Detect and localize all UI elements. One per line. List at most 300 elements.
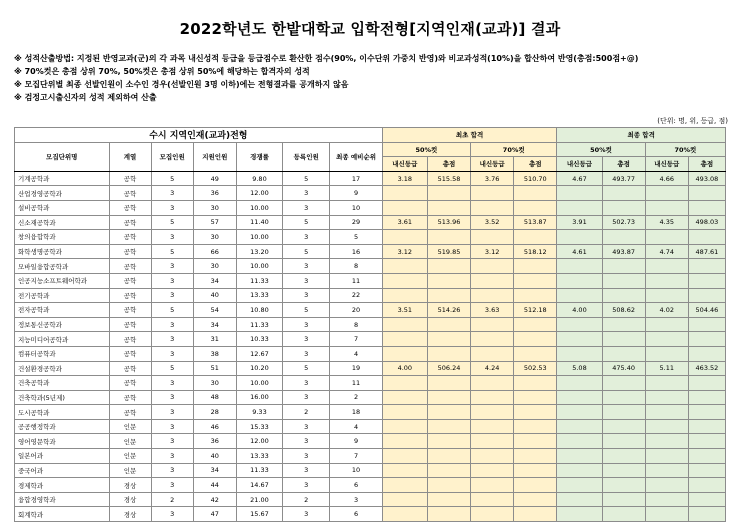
field-cell: 공학 bbox=[109, 332, 151, 347]
final-70-total-cell bbox=[688, 332, 725, 347]
waitlist-cell: 16 bbox=[330, 244, 382, 259]
final-50-grade-cell bbox=[557, 288, 602, 303]
table-row bbox=[15, 346, 726, 361]
initial-50-total-cell bbox=[427, 346, 470, 361]
waitlist-cell: 20 bbox=[330, 303, 382, 318]
initial-50-grade-cell bbox=[382, 288, 427, 303]
header-initial: 최초 합격 bbox=[382, 128, 557, 143]
notes-block bbox=[14, 52, 730, 104]
enrolled-cell: 3 bbox=[283, 449, 330, 464]
waitlist-cell: 4 bbox=[330, 346, 382, 361]
initial-50-total-cell bbox=[427, 332, 470, 347]
ratio-cell: 9.80 bbox=[236, 171, 282, 186]
final-70-grade-cell bbox=[645, 419, 688, 434]
waitlist-cell: 3 bbox=[330, 492, 382, 507]
final-50-grade-cell bbox=[557, 390, 602, 405]
field-cell: 공학 bbox=[109, 303, 151, 318]
applicants-cell: 28 bbox=[193, 405, 236, 420]
initial-70-grade-cell bbox=[471, 230, 514, 245]
initial-50-grade-cell bbox=[382, 259, 427, 274]
final-70-grade-cell: 5.11 bbox=[645, 361, 688, 376]
initial-70-grade-cell: 3.52 bbox=[471, 215, 514, 230]
quota-cell: 3 bbox=[151, 346, 193, 361]
final-70-grade-cell: 4.66 bbox=[645, 171, 688, 186]
enrolled-cell: 3 bbox=[283, 230, 330, 245]
ratio-cell: 10.00 bbox=[236, 376, 282, 391]
quota-cell: 3 bbox=[151, 434, 193, 449]
unit-name-cell: 신소재공학과 bbox=[15, 215, 110, 230]
header-quota: 모집인원 bbox=[151, 142, 193, 171]
final-50-total-cell: 508.62 bbox=[602, 303, 645, 318]
header-initial-cut50: 50%컷 bbox=[382, 142, 470, 157]
initial-50-grade-cell bbox=[382, 186, 427, 201]
initial-50-grade-cell bbox=[382, 449, 427, 464]
enrolled-cell: 3 bbox=[283, 390, 330, 405]
final-70-grade-cell bbox=[645, 288, 688, 303]
ratio-cell: 14.67 bbox=[236, 478, 282, 493]
ratio-cell: 10.00 bbox=[236, 259, 282, 274]
initial-70-total-cell bbox=[514, 405, 557, 420]
ratio-cell: 12.67 bbox=[236, 346, 282, 361]
final-70-total-cell bbox=[688, 507, 725, 522]
table-row bbox=[15, 200, 726, 215]
field-cell: 경상 bbox=[109, 492, 151, 507]
initial-50-total-cell: 513.96 bbox=[427, 215, 470, 230]
final-50-total-cell: 493.87 bbox=[602, 244, 645, 259]
quota-cell: 5 bbox=[151, 303, 193, 318]
final-50-total-cell bbox=[602, 463, 645, 478]
initial-50-grade-cell bbox=[382, 230, 427, 245]
initial-70-grade-cell bbox=[471, 332, 514, 347]
final-70-grade-cell: 4.35 bbox=[645, 215, 688, 230]
final-50-total-cell bbox=[602, 507, 645, 522]
final-70-grade-cell bbox=[645, 346, 688, 361]
waitlist-cell: 5 bbox=[330, 230, 382, 245]
applicants-cell: 34 bbox=[193, 273, 236, 288]
initial-70-total-cell: 512.18 bbox=[514, 303, 557, 318]
final-50-total-cell: 475.40 bbox=[602, 361, 645, 376]
final-50-total-cell bbox=[602, 230, 645, 245]
final-50-grade-cell bbox=[557, 478, 602, 493]
final-70-total-cell bbox=[688, 478, 725, 493]
final-50-grade-cell bbox=[557, 346, 602, 361]
waitlist-cell: 18 bbox=[330, 405, 382, 420]
initial-70-total-cell bbox=[514, 346, 557, 361]
applicants-cell: 36 bbox=[193, 186, 236, 201]
applicants-cell: 46 bbox=[193, 419, 236, 434]
waitlist-cell: 6 bbox=[330, 478, 382, 493]
field-cell: 공학 bbox=[109, 273, 151, 288]
table-row bbox=[15, 434, 726, 449]
initial-70-grade-cell: 3.12 bbox=[471, 244, 514, 259]
initial-50-total-cell: 515.58 bbox=[427, 171, 470, 186]
table-row bbox=[15, 478, 726, 493]
page-title: 2022학년도 한밭대학교 입학전형[지역인재(교과)] 결과 bbox=[179, 20, 561, 38]
final-70-total-cell bbox=[688, 434, 725, 449]
final-50-total-cell bbox=[602, 376, 645, 391]
applicants-cell: 48 bbox=[193, 390, 236, 405]
applicants-cell: 38 bbox=[193, 346, 236, 361]
final-70-grade-cell: 4.74 bbox=[645, 244, 688, 259]
applicants-cell: 34 bbox=[193, 317, 236, 332]
ratio-cell: 15.33 bbox=[236, 419, 282, 434]
applicants-cell: 40 bbox=[193, 449, 236, 464]
initial-50-total-cell bbox=[427, 463, 470, 478]
note-ged: ※ 검정고시출신자의 성적 제외하여 산출 bbox=[14, 93, 157, 102]
field-cell: 인문 bbox=[109, 449, 151, 464]
initial-50-grade-cell: 3.12 bbox=[382, 244, 427, 259]
final-50-grade-cell: 5.08 bbox=[557, 361, 602, 376]
initial-70-total-cell: 502.53 bbox=[514, 361, 557, 376]
initial-70-total-cell bbox=[514, 317, 557, 332]
table-row bbox=[15, 376, 726, 391]
quota-cell: 3 bbox=[151, 200, 193, 215]
enrolled-cell: 3 bbox=[283, 376, 330, 391]
initial-70-total-cell: 518.12 bbox=[514, 244, 557, 259]
initial-50-total-cell: 506.24 bbox=[427, 361, 470, 376]
initial-50-total-cell bbox=[427, 405, 470, 420]
initial-70-total-cell bbox=[514, 376, 557, 391]
final-70-total-cell bbox=[688, 449, 725, 464]
initial-50-total-cell bbox=[427, 507, 470, 522]
initial-50-total-cell: 514.26 bbox=[427, 303, 470, 318]
initial-70-grade-cell bbox=[471, 273, 514, 288]
waitlist-cell: 11 bbox=[330, 376, 382, 391]
enrolled-cell: 3 bbox=[283, 200, 330, 215]
final-70-grade-cell bbox=[645, 492, 688, 507]
final-70-grade-cell: 4.02 bbox=[645, 303, 688, 318]
header-final-cut70: 70%컷 bbox=[645, 142, 725, 157]
applicants-cell: 30 bbox=[193, 376, 236, 391]
final-70-total-cell bbox=[688, 259, 725, 274]
enrolled-cell: 2 bbox=[283, 492, 330, 507]
table-row bbox=[15, 361, 726, 376]
quota-cell: 3 bbox=[151, 478, 193, 493]
initial-70-grade-cell bbox=[471, 463, 514, 478]
initial-70-grade-cell bbox=[471, 376, 514, 391]
results-table bbox=[14, 127, 726, 522]
table-row bbox=[15, 273, 726, 288]
enrolled-cell: 5 bbox=[283, 171, 330, 186]
header-total: 총점 bbox=[427, 157, 470, 172]
final-70-total-cell bbox=[688, 419, 725, 434]
header-applicants: 지원인원 bbox=[193, 142, 236, 171]
applicants-cell: 36 bbox=[193, 434, 236, 449]
unit-name-cell: 건축학과(5년제) bbox=[15, 390, 110, 405]
final-50-total-cell bbox=[602, 317, 645, 332]
enrolled-cell: 3 bbox=[283, 288, 330, 303]
field-cell: 공학 bbox=[109, 215, 151, 230]
ratio-cell: 10.20 bbox=[236, 361, 282, 376]
header-total: 총점 bbox=[514, 157, 557, 172]
initial-50-grade-cell bbox=[382, 492, 427, 507]
initial-50-total-cell bbox=[427, 186, 470, 201]
final-50-total-cell bbox=[602, 259, 645, 274]
final-50-total-cell: 502.73 bbox=[602, 215, 645, 230]
table-row bbox=[15, 507, 726, 522]
initial-70-total-cell bbox=[514, 449, 557, 464]
unit-name-cell: 영어영문학과 bbox=[15, 434, 110, 449]
final-70-grade-cell bbox=[645, 200, 688, 215]
initial-70-total-cell bbox=[514, 332, 557, 347]
final-50-grade-cell: 4.61 bbox=[557, 244, 602, 259]
field-cell: 인문 bbox=[109, 463, 151, 478]
final-50-total-cell: 493.77 bbox=[602, 171, 645, 186]
final-70-total-cell bbox=[688, 317, 725, 332]
quota-cell: 3 bbox=[151, 463, 193, 478]
quota-cell: 3 bbox=[151, 405, 193, 420]
note-cut: ※ 70%컷은 총점 상위 70%, 50%컷은 총점 상위 50%에 해당하는 합격자의 성적 bbox=[14, 67, 310, 76]
quota-cell: 3 bbox=[151, 332, 193, 347]
quota-cell: 3 bbox=[151, 507, 193, 522]
waitlist-cell: 10 bbox=[330, 200, 382, 215]
ratio-cell: 11.33 bbox=[236, 273, 282, 288]
final-70-grade-cell bbox=[645, 259, 688, 274]
initial-70-grade-cell: 4.24 bbox=[471, 361, 514, 376]
initial-70-total-cell bbox=[514, 273, 557, 288]
final-70-grade-cell bbox=[645, 230, 688, 245]
final-70-total-cell bbox=[688, 346, 725, 361]
table-row bbox=[15, 449, 726, 464]
initial-50-grade-cell bbox=[382, 200, 427, 215]
final-50-total-cell bbox=[602, 419, 645, 434]
enrolled-cell: 3 bbox=[283, 259, 330, 274]
field-cell: 공학 bbox=[109, 288, 151, 303]
final-70-total-cell bbox=[688, 288, 725, 303]
field-cell: 인문 bbox=[109, 419, 151, 434]
enrolled-cell: 3 bbox=[283, 434, 330, 449]
initial-70-grade-cell bbox=[471, 390, 514, 405]
field-cell: 경상 bbox=[109, 507, 151, 522]
results-body bbox=[15, 171, 726, 521]
final-70-grade-cell bbox=[645, 186, 688, 201]
final-70-grade-cell bbox=[645, 463, 688, 478]
ratio-cell: 10.00 bbox=[236, 200, 282, 215]
unit-name-cell: 정보통신공학과 bbox=[15, 317, 110, 332]
enrolled-cell: 5 bbox=[283, 244, 330, 259]
unit-name-cell: 산업경영공학과 bbox=[15, 186, 110, 201]
ratio-cell: 21.00 bbox=[236, 492, 282, 507]
field-cell: 공학 bbox=[109, 346, 151, 361]
waitlist-cell: 10 bbox=[330, 463, 382, 478]
initial-70-total-cell: 513.87 bbox=[514, 215, 557, 230]
table-row bbox=[15, 492, 726, 507]
final-70-grade-cell bbox=[645, 405, 688, 420]
ratio-cell: 12.00 bbox=[236, 186, 282, 201]
initial-50-total-cell bbox=[427, 419, 470, 434]
quota-cell: 3 bbox=[151, 449, 193, 464]
initial-50-grade-cell bbox=[382, 463, 427, 478]
header-final-cut50: 50%컷 bbox=[557, 142, 645, 157]
initial-70-total-cell bbox=[514, 419, 557, 434]
quota-cell: 3 bbox=[151, 186, 193, 201]
header-total: 총점 bbox=[688, 157, 725, 172]
initial-50-total-cell bbox=[427, 434, 470, 449]
unit-name-cell: 공공행정학과 bbox=[15, 419, 110, 434]
final-50-grade-cell bbox=[557, 492, 602, 507]
applicants-cell: 34 bbox=[193, 463, 236, 478]
quota-cell: 3 bbox=[151, 273, 193, 288]
table-row bbox=[15, 405, 726, 420]
final-70-grade-cell bbox=[645, 449, 688, 464]
field-cell: 공학 bbox=[109, 244, 151, 259]
quota-cell: 3 bbox=[151, 390, 193, 405]
quota-cell: 5 bbox=[151, 171, 193, 186]
initial-70-total-cell bbox=[514, 288, 557, 303]
table-row bbox=[15, 259, 726, 274]
final-50-grade-cell bbox=[557, 230, 602, 245]
unit-name-cell: 건설환경공학과 bbox=[15, 361, 110, 376]
field-cell: 공학 bbox=[109, 405, 151, 420]
initial-70-total-cell: 510.70 bbox=[514, 171, 557, 186]
final-50-total-cell bbox=[602, 478, 645, 493]
initial-50-total-cell bbox=[427, 259, 470, 274]
header-main: 수시 지역인재(교과)전형 bbox=[15, 128, 383, 143]
initial-70-grade-cell bbox=[471, 259, 514, 274]
waitlist-cell: 17 bbox=[330, 171, 382, 186]
final-50-total-cell bbox=[602, 332, 645, 347]
final-50-grade-cell bbox=[557, 273, 602, 288]
header-waitlist: 최종 예비순위 bbox=[330, 142, 382, 171]
initial-70-total-cell bbox=[514, 463, 557, 478]
enrolled-cell: 3 bbox=[283, 463, 330, 478]
field-cell: 경상 bbox=[109, 478, 151, 493]
unit-name-cell: 창의융합학과 bbox=[15, 230, 110, 245]
final-50-grade-cell bbox=[557, 332, 602, 347]
note-method: ※ 성적산출방법: 지정된 반영교과(군)의 각 과목 내신성적 등급을 등급점수로 환산한 점수(90%, 이수단위 가중치 반영)와 비교과성적(10%)을 합산하여 반영(총점:500점+@) bbox=[14, 54, 639, 63]
final-70-grade-cell bbox=[645, 376, 688, 391]
final-70-grade-cell bbox=[645, 332, 688, 347]
final-50-grade-cell bbox=[557, 317, 602, 332]
enrolled-cell: 3 bbox=[283, 478, 330, 493]
final-50-total-cell bbox=[602, 346, 645, 361]
enrolled-cell: 5 bbox=[283, 361, 330, 376]
header-grade: 내신등급 bbox=[557, 157, 602, 172]
initial-70-grade-cell bbox=[471, 507, 514, 522]
unit-name-cell: 화학생명공학과 bbox=[15, 244, 110, 259]
ratio-cell: 10.33 bbox=[236, 332, 282, 347]
final-50-total-cell bbox=[602, 449, 645, 464]
applicants-cell: 57 bbox=[193, 215, 236, 230]
initial-70-grade-cell bbox=[471, 288, 514, 303]
unit-name-cell: 전기공학과 bbox=[15, 288, 110, 303]
table-row bbox=[15, 215, 726, 230]
final-50-grade-cell bbox=[557, 507, 602, 522]
waitlist-cell: 7 bbox=[330, 332, 382, 347]
ratio-cell: 16.00 bbox=[236, 390, 282, 405]
unit-name-cell: 융합경영학과 bbox=[15, 492, 110, 507]
initial-50-grade-cell bbox=[382, 405, 427, 420]
header-initial-cut70: 70%컷 bbox=[471, 142, 557, 157]
initial-70-grade-cell bbox=[471, 419, 514, 434]
final-70-grade-cell bbox=[645, 273, 688, 288]
final-50-grade-cell: 4.00 bbox=[557, 303, 602, 318]
waitlist-cell: 7 bbox=[330, 449, 382, 464]
final-50-total-cell bbox=[602, 273, 645, 288]
quota-cell: 3 bbox=[151, 259, 193, 274]
header-field: 계열 bbox=[109, 142, 151, 171]
applicants-cell: 66 bbox=[193, 244, 236, 259]
applicants-cell: 54 bbox=[193, 303, 236, 318]
initial-70-total-cell bbox=[514, 478, 557, 493]
header-total: 총점 bbox=[602, 157, 645, 172]
final-50-grade-cell: 3.91 bbox=[557, 215, 602, 230]
waitlist-cell: 9 bbox=[330, 434, 382, 449]
applicants-cell: 40 bbox=[193, 288, 236, 303]
quota-cell: 3 bbox=[151, 288, 193, 303]
field-cell: 공학 bbox=[109, 171, 151, 186]
applicants-cell: 31 bbox=[193, 332, 236, 347]
table-row bbox=[15, 230, 726, 245]
unit-name-cell: 중국어과 bbox=[15, 463, 110, 478]
initial-70-total-cell bbox=[514, 492, 557, 507]
enrolled-cell: 3 bbox=[283, 186, 330, 201]
initial-70-grade-cell bbox=[471, 200, 514, 215]
unit-name-cell: 일본어과 bbox=[15, 449, 110, 464]
initial-50-grade-cell bbox=[382, 434, 427, 449]
initial-70-grade-cell bbox=[471, 317, 514, 332]
header-unit: 모집단위명 bbox=[15, 142, 110, 171]
final-70-total-cell bbox=[688, 463, 725, 478]
ratio-cell: 11.33 bbox=[236, 463, 282, 478]
applicants-cell: 30 bbox=[193, 259, 236, 274]
final-70-total-cell bbox=[688, 230, 725, 245]
final-70-grade-cell bbox=[645, 317, 688, 332]
unit-name-cell: 인공지능소프트웨어학과 bbox=[15, 273, 110, 288]
initial-50-grade-cell: 3.18 bbox=[382, 171, 427, 186]
header-enrolled: 등록인원 bbox=[283, 142, 330, 171]
waitlist-cell: 8 bbox=[330, 317, 382, 332]
initial-50-total-cell bbox=[427, 478, 470, 493]
final-70-total-cell: 493.08 bbox=[688, 171, 725, 186]
enrolled-cell: 5 bbox=[283, 215, 330, 230]
field-cell: 공학 bbox=[109, 361, 151, 376]
enrolled-cell: 3 bbox=[283, 317, 330, 332]
initial-50-grade-cell bbox=[382, 376, 427, 391]
waitlist-cell: 22 bbox=[330, 288, 382, 303]
final-70-grade-cell bbox=[645, 478, 688, 493]
initial-70-total-cell bbox=[514, 507, 557, 522]
final-50-grade-cell bbox=[557, 405, 602, 420]
unit-name-cell: 건축공학과 bbox=[15, 376, 110, 391]
field-cell: 공학 bbox=[109, 230, 151, 245]
field-cell: 공학 bbox=[109, 200, 151, 215]
initial-50-grade-cell bbox=[382, 478, 427, 493]
applicants-cell: 30 bbox=[193, 200, 236, 215]
field-cell: 공학 bbox=[109, 317, 151, 332]
unit-name-cell: 경제학과 bbox=[15, 478, 110, 493]
ratio-cell: 13.33 bbox=[236, 288, 282, 303]
final-70-total-cell: 498.03 bbox=[688, 215, 725, 230]
quota-cell: 2 bbox=[151, 492, 193, 507]
initial-50-grade-cell: 4.00 bbox=[382, 361, 427, 376]
field-cell: 인문 bbox=[109, 434, 151, 449]
header-grade: 내신등급 bbox=[645, 157, 688, 172]
field-cell: 공학 bbox=[109, 259, 151, 274]
initial-50-total-cell bbox=[427, 376, 470, 391]
final-70-total-cell bbox=[688, 390, 725, 405]
unit-name-cell: 도시공학과 bbox=[15, 405, 110, 420]
ratio-cell: 10.00 bbox=[236, 230, 282, 245]
initial-50-total-cell bbox=[427, 390, 470, 405]
quota-cell: 5 bbox=[151, 215, 193, 230]
initial-50-grade-cell: 3.61 bbox=[382, 215, 427, 230]
initial-70-total-cell bbox=[514, 434, 557, 449]
initial-70-total-cell bbox=[514, 230, 557, 245]
enrolled-cell: 3 bbox=[283, 332, 330, 347]
initial-70-grade-cell bbox=[471, 346, 514, 361]
unit-name-cell: 설비공학과 bbox=[15, 200, 110, 215]
